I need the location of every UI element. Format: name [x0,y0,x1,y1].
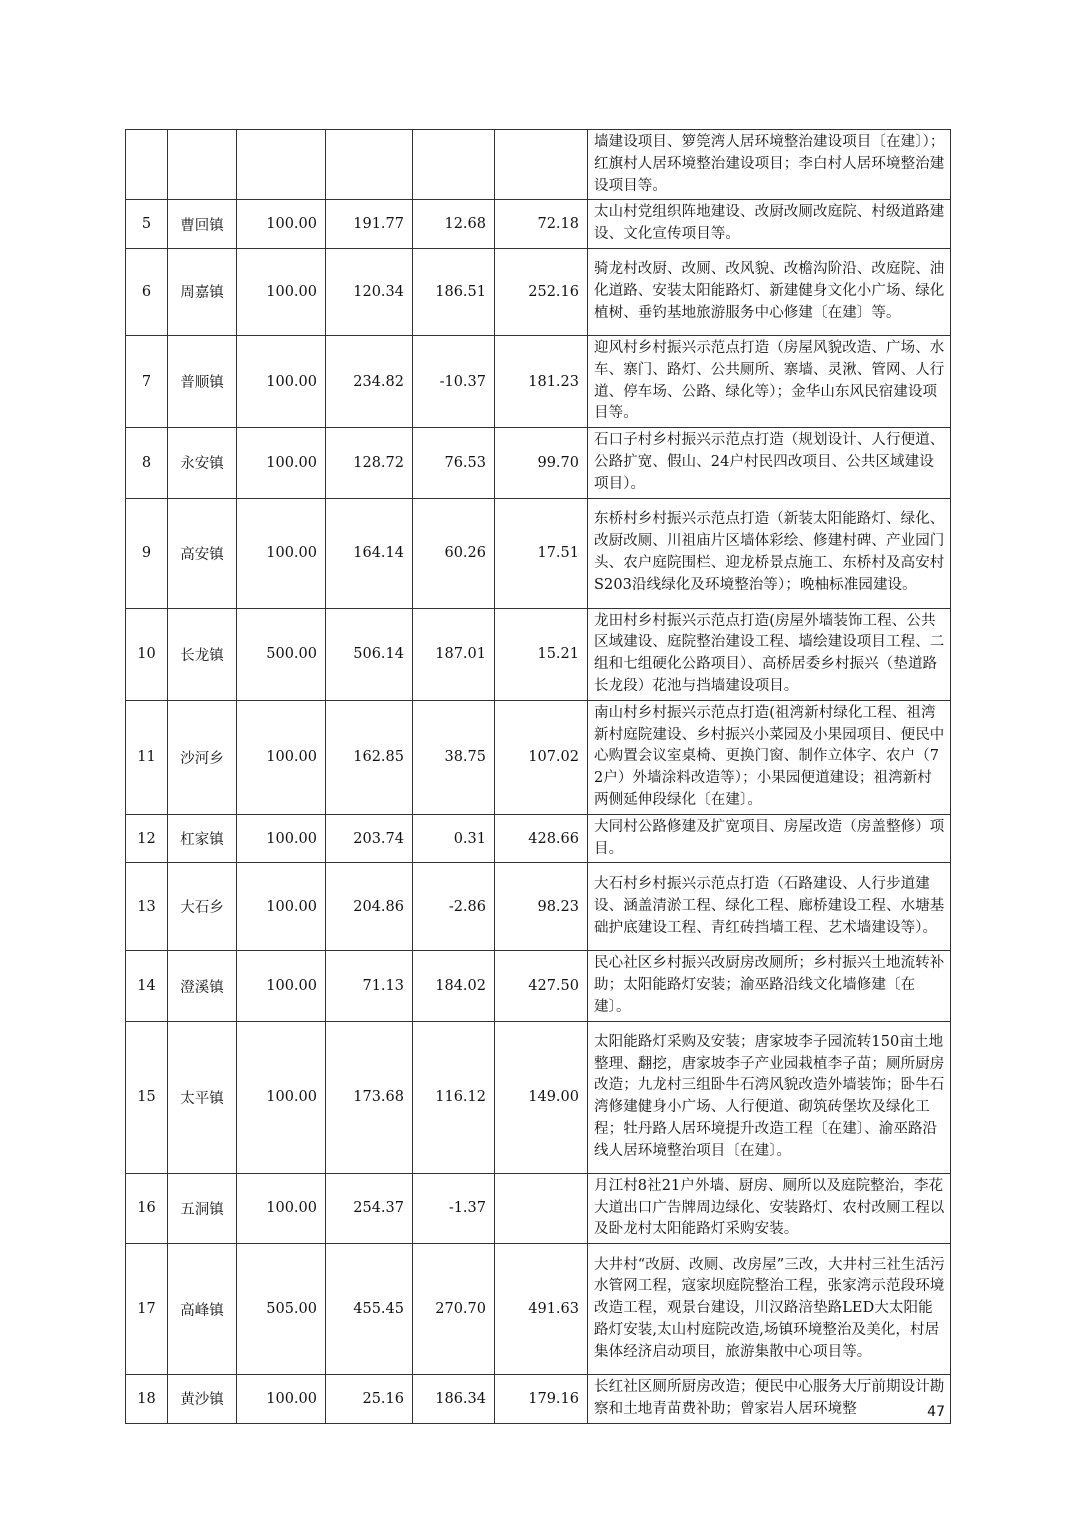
value-cell: 427.50 [495,951,588,1021]
value-cell: 120.34 [326,248,413,335]
value-cell: 128.72 [326,428,413,498]
table-row [126,951,951,1021]
value-cell: 100.00 [237,248,326,335]
town-name-cell: 杠家镇 [168,814,237,863]
value-cell: 234.82 [326,335,413,427]
value-cell [495,130,588,200]
project-description-cell: 月江村8社21户外墙、厨房、厕所以及庭院整治，李花大道出口广告牌周边绿化、安装路灯、农村改厕工程以及卧龙村太阳能路灯采购安装。 [588,1173,951,1243]
value-cell: 12.68 [413,200,495,249]
value-cell: 98.23 [495,863,588,951]
value-cell: 184.02 [413,951,495,1021]
row-number-cell: 16 [126,1173,168,1243]
town-name-cell: 普顺镇 [168,335,237,427]
value-cell: 100.00 [237,863,326,951]
value-cell: 116.12 [413,1021,495,1173]
row-number-cell: 18 [126,1375,168,1424]
table-row [126,428,951,498]
row-number-cell: 7 [126,335,168,427]
town-name-cell: 曹回镇 [168,200,237,249]
table-row [126,608,951,700]
project-description-cell: 太山村党组织阵地建设、改厨改厕改庭院、村级道路建设、文化宣传项目等。 [588,200,951,249]
table-row [126,1173,951,1243]
town-name-cell: 高峰镇 [168,1244,237,1375]
value-cell: 100.00 [237,700,326,814]
value-cell: 491.63 [495,1244,588,1375]
value-cell: 100.00 [237,1021,326,1173]
value-cell: 500.00 [237,608,326,700]
value-cell: 179.16 [495,1375,588,1424]
row-number-cell: 5 [126,200,168,249]
table-row [126,498,951,608]
table-row [126,248,951,335]
value-cell: 506.14 [326,608,413,700]
value-cell: 149.00 [495,1021,588,1173]
value-cell: 270.70 [413,1244,495,1375]
value-cell: 428.66 [495,814,588,863]
project-description-cell: 太阳能路灯采购及安装；唐家坡李子园流转150亩土地整理、翻挖，唐家坡李子产业园栽植李子苗；厕所厨房改造；九龙村三组卧牛石湾风貌改造外墙装饰；卧牛石湾修建健身小广场、人行便道、砌筑砖堡坎及绿化工程；牡丹路人居环境提升改造工程〔在建〕、渝巫路沿线人居环境整治项目〔在建〕。 [588,1021,951,1173]
row-number-cell: 11 [126,700,168,814]
town-name-cell: 黄沙镇 [168,1375,237,1424]
table-row [126,1021,951,1173]
project-description-cell: 大同村公路修建及扩宽项目、房屋改造（房盖整修）项目。 [588,814,951,863]
table-row [126,700,951,814]
row-number-cell: 10 [126,608,168,700]
table-row [126,200,951,249]
value-cell: 100.00 [237,200,326,249]
project-description-cell: 迎风村乡村振兴示范点打造（房屋风貌改造、广场、水车、寨门、路灯、公共厕所、寨墙、灵湫、管网、人行道、停车场、公路、绿化等）；金华山东风民宿建设项目等。 [588,335,951,427]
table-row [126,1244,951,1375]
funds-table [125,129,951,1424]
value-cell: 0.31 [413,814,495,863]
value-cell: -2.86 [413,863,495,951]
town-name-cell: 周嘉镇 [168,248,237,335]
value-cell: 204.86 [326,863,413,951]
value-cell: 191.77 [326,200,413,249]
value-cell: 25.16 [326,1375,413,1424]
row-number-cell: 8 [126,428,168,498]
town-name-cell: 沙河乡 [168,700,237,814]
value-cell [495,1173,588,1243]
table-row [126,130,951,200]
value-cell: 187.01 [413,608,495,700]
value-cell: 100.00 [237,814,326,863]
value-cell: 162.85 [326,700,413,814]
town-name-cell: 澄溪镇 [168,951,237,1021]
value-cell: 505.00 [237,1244,326,1375]
project-description-cell: 南山村乡村振兴示范点打造(祖湾新村绿化工程、祖湾新村庭院建设、乡村振兴小菜园及小果园项目、便民中心购置会议室桌椅、更换门窗、制作立体字、农户（72户）外墙涂料改造等）；小果园便道建设；祖湾新村两侧延伸段绿化〔在建〕。 [588,700,951,814]
project-description-cell: 大井村“改厨、改厕、改房屋”三改，大井村三社生活污水管网工程，寇家坝庭院整治工程，张家湾示范段环境改造工程，观景台建设，川汉路涪垫路LED大太阳能路灯安装,太山村庭院改造,场镇环境整治及美化，村居集体经济启动项目，旅游集散中心项目等。 [588,1244,951,1375]
value-cell: 100.00 [237,428,326,498]
value-cell: 72.18 [495,200,588,249]
value-cell: 173.68 [326,1021,413,1173]
value-cell: 60.26 [413,498,495,608]
table-row [126,335,951,427]
value-cell: 17.51 [495,498,588,608]
town-name-cell: 太平镇 [168,1021,237,1173]
value-cell: 107.02 [495,700,588,814]
value-cell: 164.14 [326,498,413,608]
value-cell: 100.00 [237,335,326,427]
value-cell: 100.00 [237,1173,326,1243]
project-description-cell: 大石村乡村振兴示范点打造（石路建设、人行步道建设、涵盖清淤工程、绿化工程、廊桥建设工程、水塘基础护底建设工程、青红砖挡墙工程、艺术墙建设等）。 [588,863,951,951]
value-cell: 254.37 [326,1173,413,1243]
project-description-cell: 墙建设项目、箩筦湾人居环境整治建设项目〔在建〕）；红旗村人居环境整治建设项目；李白村人居环境整治建设项目等。 [588,130,951,200]
town-name-cell: 永安镇 [168,428,237,498]
value-cell: 100.00 [237,498,326,608]
town-name-cell: 长龙镇 [168,608,237,700]
page-number: 47 [927,1404,945,1420]
project-description-cell: 长红社区厕所厨房改造；便民中心服务大厅前期设计勘察和土地青苗费补助；曾家岩人居环境整 [588,1375,951,1424]
table-row [126,1375,951,1424]
value-cell: 100.00 [237,1375,326,1424]
table-row [126,814,951,863]
value-cell: 203.74 [326,814,413,863]
town-name-cell [168,130,237,200]
table-row [126,863,951,951]
value-cell: 71.13 [326,951,413,1021]
row-number-cell: 17 [126,1244,168,1375]
row-number-cell: 12 [126,814,168,863]
value-cell: 38.75 [413,700,495,814]
town-name-cell: 五洞镇 [168,1173,237,1243]
value-cell: -1.37 [413,1173,495,1243]
project-description-cell: 龙田村乡村振兴示范点打造(房屋外墙装饰工程、公共区域建设、庭院整治建设工程、墙绘建设项目工程、二组和七组硬化公路项目）、高桥居委乡村振兴（垫道路长龙段）花池与挡墙建设项目。 [588,608,951,700]
row-number-cell: 14 [126,951,168,1021]
value-cell: 455.45 [326,1244,413,1375]
value-cell [326,130,413,200]
value-cell: 186.51 [413,248,495,335]
row-number-cell: 15 [126,1021,168,1173]
row-number-cell: 13 [126,863,168,951]
project-description-cell: 石口子村乡村振兴示范点打造（规划设计、人行便道、公路扩宽、假山、24户村民四改项目、公共区域建设项目）。 [588,428,951,498]
value-cell [413,130,495,200]
value-cell: 186.34 [413,1375,495,1424]
project-description-cell: 骑龙村改厨、改厕、改风貌、改檐沟阶沿、改庭院、油化道路、安装太阳能路灯、新建健身文化小广场、绿化植树、垂钓基地旅游服务中心修建〔在建〕等。 [588,248,951,335]
project-description-cell: 民心社区乡村振兴改厨房改厕所；乡村振兴土地流转补助；太阳能路灯安装；渝巫路沿线文化墙修建〔在建〕。 [588,951,951,1021]
row-number-cell: 9 [126,498,168,608]
town-name-cell: 大石乡 [168,863,237,951]
value-cell [237,130,326,200]
town-name-cell: 高安镇 [168,498,237,608]
value-cell: 100.00 [237,951,326,1021]
value-cell: 181.23 [495,335,588,427]
value-cell: 252.16 [495,248,588,335]
value-cell: 76.53 [413,428,495,498]
row-number-cell: 6 [126,248,168,335]
row-number-cell [126,130,168,200]
value-cell: 15.21 [495,608,588,700]
table-body [126,130,951,1424]
value-cell: 99.70 [495,428,588,498]
value-cell: -10.37 [413,335,495,427]
project-description-cell: 东桥村乡村振兴示范点打造（新装太阳能路灯、绿化、改厨改厕、川祖庙片区墙体彩绘、修建村碑、产业园门头、农户庭院围栏、迎龙桥景点施工、东桥村及高安村S203沿线绿化及环境整治等）；晚柚标准园建设。 [588,498,951,608]
